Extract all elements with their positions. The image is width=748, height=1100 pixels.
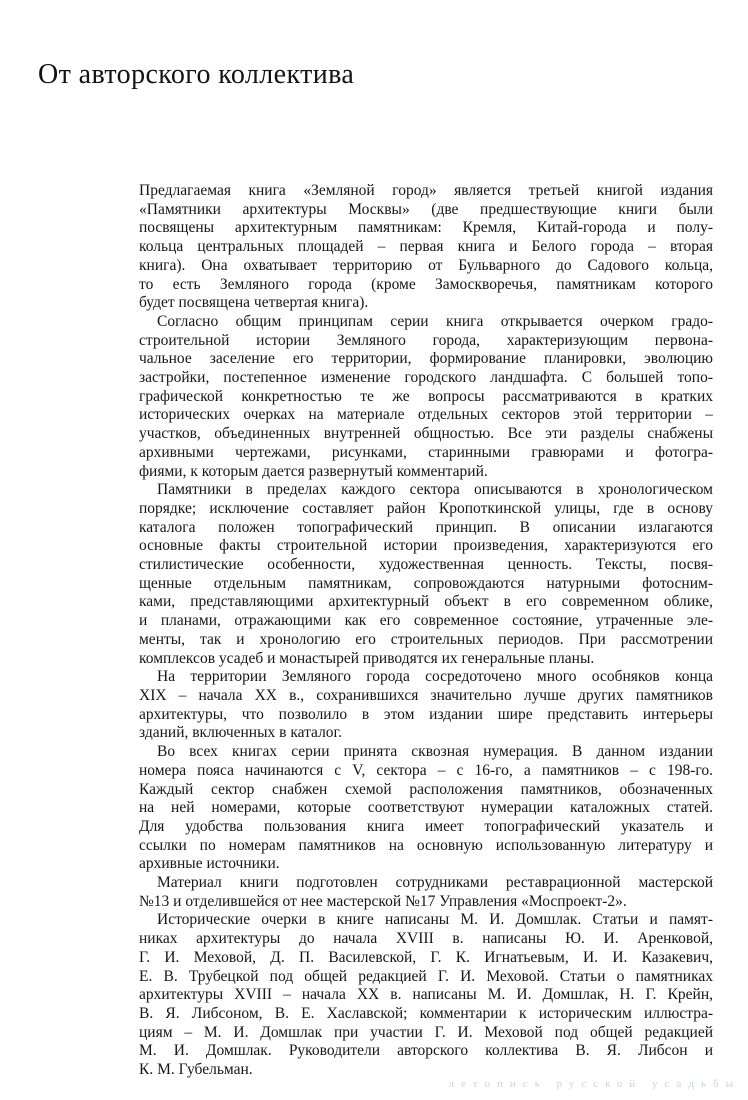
- text-line: Е. В. Трубецкой под общей редакцией Г. И. Меховой. Статьи о памятниках: [139, 967, 713, 985]
- text-line: основные факты строительной истории произведения, характеризуются его: [139, 537, 713, 555]
- text-line: ссылки по номерам памятников на основную использованную литературу и: [139, 836, 713, 854]
- text-line: К. М. Губельман.: [139, 1061, 253, 1079]
- text-line: Для удобства пользования книга имеет топографический указатель и: [139, 817, 713, 835]
- text-line: Г. И. Меховой, Д. П. Василевской, Г. К. Игнатьевым, И. И. Казакевич,: [139, 948, 713, 966]
- text-line: Памятники в пределах каждого сектора описываются в хронологическом: [157, 481, 713, 499]
- text-line: и планами, отражающими как его современное состояние, утраченные эле-: [139, 612, 713, 630]
- page-title: От авторского коллектива: [38, 58, 355, 90]
- text-line: каталога положен топографический принцип. В описании излагаются: [139, 518, 713, 536]
- text-line: Во всех книгах серии принята сквозная нумерация. В данном издании: [157, 743, 713, 761]
- text-line: будет посвящена четвертая книга).: [139, 294, 369, 312]
- paragraph: [139, 668, 713, 743]
- text-line: номера пояса начинаются с V, сектора – с 16-го, а памятников – с 198-го.: [139, 761, 713, 779]
- text-line: застройки, постепенное изменение городского ландшафта. С большей топо-: [139, 369, 713, 387]
- paragraph: [139, 874, 713, 911]
- paragraph: [139, 911, 713, 1079]
- text-line: менты, так и хронологию его строительных периодов. При рассмотрении: [139, 630, 713, 648]
- text-line: архивные источники.: [139, 855, 280, 873]
- paragraph: [139, 743, 713, 874]
- text-line: участков, объединенных внутренней общностью. Все эти разделы снабжены: [139, 425, 713, 443]
- text-line: Материал книги подготовлен сотрудниками реставрационной мастерской: [157, 874, 713, 892]
- text-line: строительной истории Земляного города, характеризующим первона-: [139, 331, 713, 349]
- text-line: XIX – начала XX в., сохранившихся значительно лучше других памятников: [139, 686, 713, 704]
- text-line: фиями, к которым дается развернутый комментарий.: [139, 462, 488, 480]
- text-line: кольца центральных площадей – первая книга и Белого города – вторая: [139, 238, 713, 256]
- text-line: то есть Земляного города (кроме Замоскворечья, памятникам которого: [139, 275, 713, 293]
- text-line: архитектуры XVIII – начала XX в. написаны М. И. Домшлак, Н. Г. Крейн,: [139, 986, 713, 1004]
- watermark: летопись русской усадьбы: [448, 1078, 740, 1090]
- text-line: книга). Она охватывает территорию от Бульварного до Садового кольца,: [139, 256, 713, 274]
- text-line: чальное заселение его территории, формирование планировки, эволюцию: [139, 350, 713, 368]
- body-text: [139, 182, 713, 1080]
- text-line: на ней номерами, которые соответствуют нумерации каталожных статей.: [139, 799, 713, 817]
- text-line: М. И. Домшлак. Руководители авторского коллектива В. Я. Либсон и: [139, 1042, 713, 1060]
- text-line: Исторические очерки в книге написаны М. И. Домшлак. Статьи и памят-: [157, 911, 713, 929]
- text-line: щенные отдельным памятникам, сопровождаются натурными фотосним-: [139, 574, 713, 592]
- text-line: стилистические особенности, художественная ценность. Тексты, посвя-: [139, 556, 713, 574]
- text-line: никах архитектуры до начала XVIII в. написаны Ю. И. Аренковой,: [139, 930, 713, 948]
- text-line: посвящены архитектурным памятникам: Кремля, Китай-города и полу-: [139, 219, 713, 237]
- text-line: исторических очерках на материале отдельных секторов этой территории –: [139, 406, 713, 424]
- text-line: №13 и отделившейся от нее мастерской №17 Управления «Моспроект-2».: [139, 892, 627, 910]
- text-line: архитектуры, что позволило в этом издании шире представить интерьеры: [139, 705, 713, 723]
- text-line: Согласно общим принципам серии книга открывается очерком градо-: [157, 312, 713, 330]
- paragraph: [139, 182, 713, 313]
- text-line: архивными чертежами, рисунками, старинными гравюрами и фотогра-: [139, 443, 713, 461]
- text-line: Каждый сектор снабжен схемой расположения памятников, обозначенных: [139, 780, 713, 798]
- text-line: порядке; исключение составляет район Кропоткинской улицы, где в основу: [139, 499, 713, 517]
- text-line: «Памятники архитектуры Москвы» (две предшествующие книги были: [139, 200, 713, 218]
- text-line: ками, представляющими архитектурный объект в его современном облике,: [139, 593, 713, 611]
- text-line: графической конкретностью те же вопросы рассматриваются в кратких: [139, 387, 713, 405]
- text-line: В. Я. Либсоном, В. Е. Хаславской; комментарии к историческим иллюстра-: [139, 1004, 713, 1022]
- paragraph: [139, 313, 713, 481]
- text-line: Предлагаемая книга «Земляной город» является третьей книгой издания: [139, 182, 713, 199]
- text-line: зданий, включенных в каталог.: [139, 724, 343, 742]
- text-line: комплексов усадеб и монастырей приводятся их генеральные планы.: [139, 649, 595, 667]
- paragraph: [139, 481, 713, 668]
- text-line: циям – М. И. Домшлак при участии Г. И. Меховой под общей редакцией: [139, 1023, 713, 1041]
- text-line: На территории Земляного города сосредоточено много особняков конца: [157, 668, 713, 686]
